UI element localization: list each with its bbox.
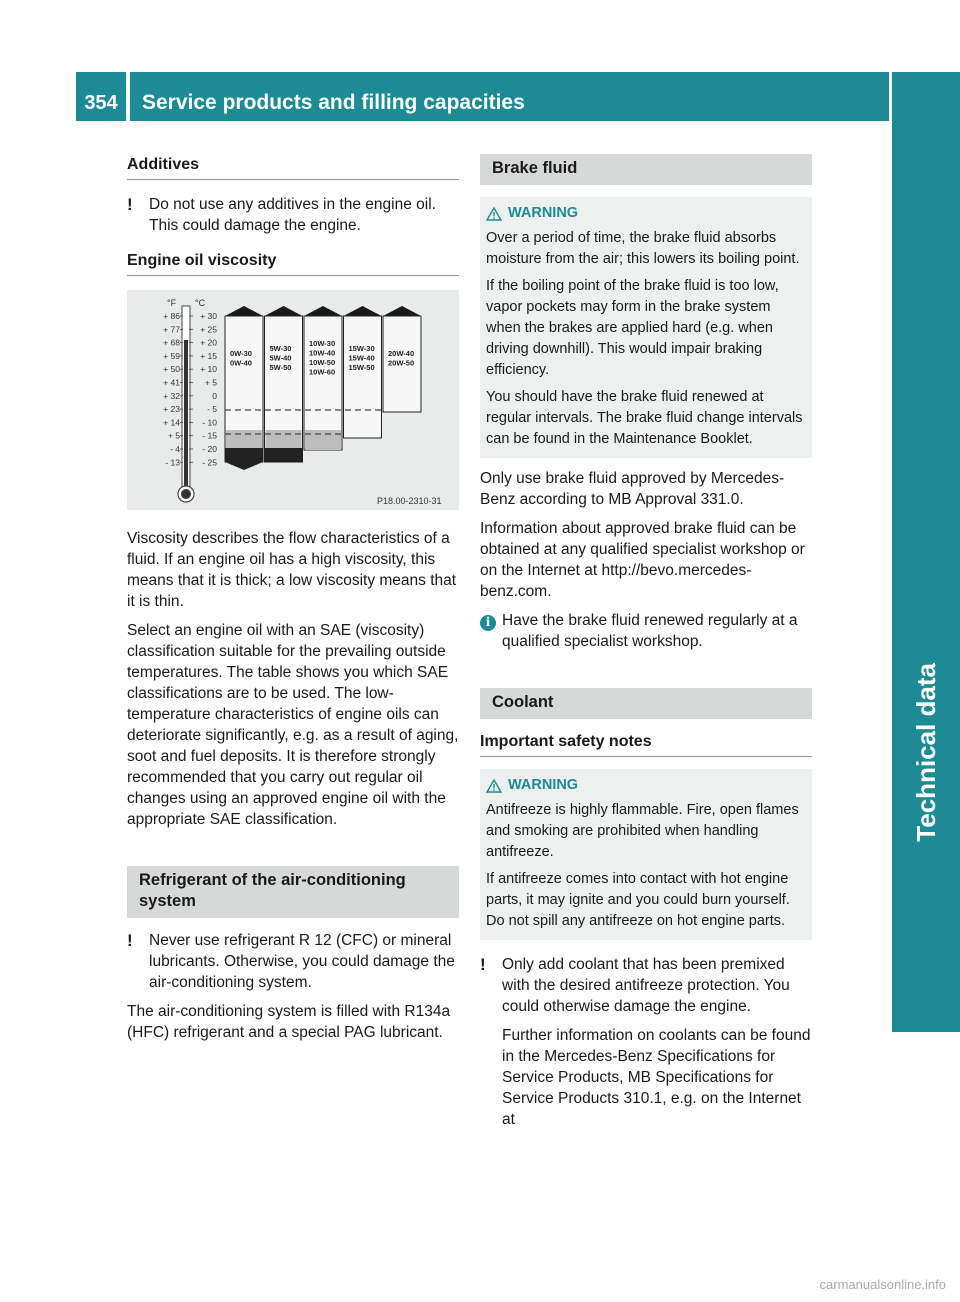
coolant-note-text: Only add coolant that has been premixed with the desired antifreeze protection. You could otherwise damage the engine.	[502, 956, 790, 1015]
grade-label: 5W-50	[269, 363, 292, 372]
fahrenheit-tick-label: + 41	[163, 377, 180, 388]
grade-bar	[304, 316, 342, 450]
viscosity-heading: Engine oil viscosity	[127, 250, 459, 276]
fahrenheit-tick-label: - 4	[170, 444, 180, 454]
grade-label: 15W-40	[348, 353, 375, 363]
coolant-warning-text-2: If antifreeze comes into contact with hot engine parts, it may ignite and you could burn yourself. Do not spill any antifreeze on hot engine parts.	[486, 871, 790, 929]
fahrenheit-tick-label: + 59	[163, 350, 180, 361]
viscosity-para-1: Viscosity describes the flow characteristics of a fluid. If an engine oil has a high viscosity, this means that it is thick; a low viscosity means that it is thin.	[127, 530, 457, 610]
refrigerant-note	[127, 930, 459, 993]
refrigerant-para: The air-conditioning system is filled with R134a (HFC) refrigerant and a special PAG lubricant.	[127, 1003, 451, 1041]
thermometer-bulb	[181, 489, 191, 499]
fahrenheit-tick-label: + 14	[163, 417, 180, 428]
fahrenheit-tick-label: + 32	[163, 390, 180, 401]
brake-warning-text-2: If the boiling point of the brake fluid is too low, vapor pockets may form in the brake system when the brakes are applied hard (e.g. when driving downhill). This would impair braking efficiency.	[486, 278, 779, 378]
celsius-tick-label: - 10	[202, 417, 217, 428]
fahrenheit-tick-label: + 86	[163, 311, 180, 321]
coolant-warning-box	[480, 769, 812, 940]
grade-bar-dark	[265, 448, 303, 462]
fahrenheit-tick-label: + 23	[163, 404, 180, 415]
page-header-title: Service products and filling capacities	[130, 72, 889, 121]
warning-triangle-icon	[486, 779, 502, 793]
brake-info-note	[480, 610, 812, 652]
grade-bar-roof	[225, 306, 263, 316]
brake-warning-text-3: You should have the brake fluid renewed at regular intervals. The brake fluid change intervals can be found in the Maintenance Booklet.	[486, 389, 803, 447]
info-icon-wrap	[480, 610, 502, 652]
page-number: 354	[76, 72, 126, 121]
brake-para-2: Information about approved brake fluid can be obtained at any qualified specialist workshop or on the Internet at http://bevo.mercedes-benz.com.	[480, 520, 805, 600]
grade-label: 5W-30	[269, 344, 292, 353]
celsius-tick-label: + 25	[200, 324, 217, 335]
brake-warning-box	[480, 197, 812, 458]
fahrenheit-ticks	[163, 311, 183, 467]
brake-para-1: Only use brake fluid approved by Mercedes-Benz according to MB Approval 331.0.	[480, 470, 785, 508]
grade-label: 10W-40	[309, 348, 336, 358]
figure-reference: P18.00-2310-31	[377, 496, 442, 506]
watermark: carmanualsonline.info	[819, 1277, 946, 1292]
brake-fluid-heading: Brake fluid	[480, 154, 812, 185]
exclamation-icon: !	[480, 955, 486, 974]
celsius-tick-label: 0	[212, 390, 217, 401]
celsius-tick-label: + 5	[204, 377, 217, 388]
warning-label: WARNING	[508, 205, 579, 221]
side-tab-label-wrap	[892, 72, 960, 842]
exclamation-icon: !	[127, 195, 133, 214]
celsius-ticks	[189, 311, 217, 467]
grade-bar-shade	[305, 430, 341, 450]
grade-bar-roof	[265, 306, 303, 316]
grade-bar-tip	[225, 462, 263, 470]
celsius-tick-label: - 5	[207, 404, 217, 415]
celsius-tick-label: - 20	[202, 444, 217, 454]
viscosity-chart	[127, 290, 459, 510]
viscosity-chart-svg	[127, 290, 459, 510]
celsius-tick-label: + 15	[200, 350, 217, 361]
celsius-tick-label: - 15	[202, 430, 217, 441]
fahrenheit-tick-label: + 5	[167, 430, 180, 441]
celsius-tick-label: + 30	[200, 311, 217, 321]
viscosity-para-2: Select an engine oil with an SAE (viscosity) classification suitable for the prevailing outside temperatures. The table shows you which SAE classifications are to be used. The low-temperature characteristics of engine oils can deteriorate significantly, e.g. as a result of aging, soot and fuel deposits. It is therefore strongly recommended that you carry out regular oil changes using an approved engine oil with the appropriate SAE classification.	[127, 622, 459, 828]
celsius-tick-label: + 10	[200, 364, 217, 375]
thermometer-fill	[184, 340, 188, 494]
additives-note	[127, 194, 459, 236]
exclamation-icon: !	[127, 931, 133, 950]
grade-label: 10W-60	[309, 367, 336, 377]
grade-label: 20W-50	[388, 358, 415, 368]
coolant-warning-header	[486, 775, 804, 796]
fahrenheit-tick-label: + 77	[163, 324, 180, 335]
coolant-heading: Coolant	[480, 688, 812, 719]
refrigerant-note-text: Never use refrigerant R 12 (CFC) or mineral lubricants. Otherwise, you could damage the air-conditioning system.	[149, 932, 455, 991]
fahrenheit-tick-label: - 13	[165, 457, 180, 468]
celsius-tick-label: - 25	[202, 457, 217, 468]
grade-bar-roof	[344, 306, 382, 316]
brake-warning-header	[486, 203, 804, 224]
refrigerant-heading: Refrigerant of the air-conditioning system	[127, 866, 459, 918]
celsius-tick-label: + 20	[200, 337, 217, 348]
grade-bar	[344, 316, 382, 438]
grade-bar-dark	[225, 448, 263, 462]
safety-notes-heading: Important safety notes	[480, 731, 812, 757]
left-column	[127, 148, 459, 1051]
coolant-para: Further information on coolants can be found in the Mercedes-Benz Specifications for Service Products, MB Specifications for Service Products 310.1, e.g. on the Internet at	[502, 1027, 811, 1128]
info-icon: i	[480, 615, 496, 631]
grade-label: 0W-40	[230, 358, 252, 368]
coolant-note	[480, 954, 812, 1017]
additives-note-text: Do not use any additives in the engine oil. This could damage the engine.	[149, 196, 436, 234]
fahrenheit-tick-label: + 68	[163, 337, 180, 348]
fahrenheit-tick-label: + 50	[163, 364, 180, 375]
warning-triangle-icon	[486, 207, 502, 221]
celsius-label: °C	[195, 298, 206, 308]
grade-label: 20W-40	[388, 349, 415, 358]
grade-label: 0W-30	[230, 349, 252, 358]
grade-label: 10W-30	[309, 339, 336, 348]
brake-warning-text-1: Over a period of time, the brake fluid absorbs moisture from the air; this lowers its boiling point.	[486, 230, 800, 267]
warning-label: WARNING	[508, 777, 579, 793]
grade-bars	[225, 306, 421, 470]
brake-info-text: Have the brake fluid renewed regularly at a qualified specialist workshop.	[502, 612, 798, 650]
grade-label: 10W-50	[309, 358, 336, 367]
grade-label: 15W-50	[348, 363, 375, 372]
grade-label: 5W-40	[269, 353, 292, 363]
grade-label: 15W-30	[348, 344, 375, 353]
side-tab-label: Technical data	[910, 663, 941, 842]
right-column	[480, 148, 812, 1138]
grade-bar-roof	[304, 306, 342, 316]
fahrenheit-label: °F	[167, 298, 177, 308]
grade-bar-roof	[383, 306, 421, 316]
additives-heading: Additives	[127, 154, 459, 180]
coolant-warning-text-1: Antifreeze is highly flammable. Fire, open flames and smoking are prohibited when handling antifreeze.	[486, 802, 799, 860]
